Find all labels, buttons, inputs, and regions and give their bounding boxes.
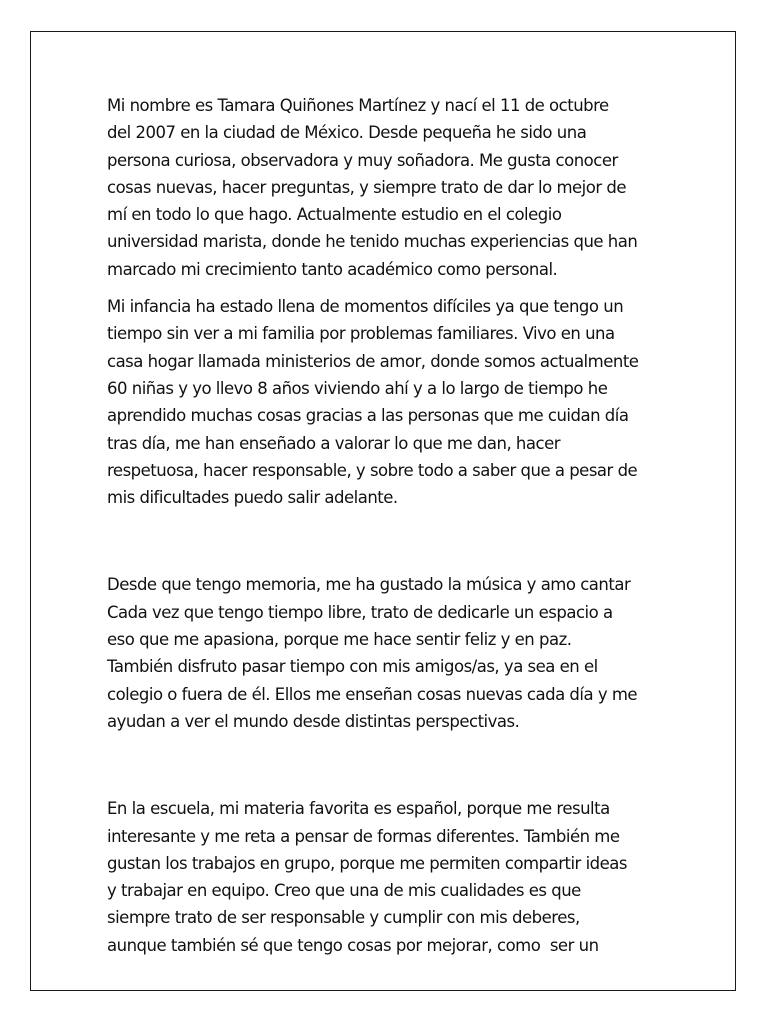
text-line: universidad marista, donde he tenido muchas experiencias que han	[107, 232, 638, 252]
text-line: Desde que tengo memoria, me ha gustado la música y amo cantar	[107, 575, 631, 595]
text-line: Mi infancia ha estado llena de momentos difíciles ya que tengo un	[107, 297, 624, 317]
text-line: aunque también sé que tengo cosas por mejorar, como ser un	[107, 935, 599, 955]
text-line: También disfruto pasar tiempo con mis amigos/as, ya sea en el	[107, 657, 598, 677]
text-line: respetuosa, hacer responsable, y sobre todo a saber que a pesar de	[107, 460, 638, 480]
text-line: Mi nombre es Tamara Quiñones Martínez y nací el 11 de octubre	[107, 96, 609, 115]
text-line: Cada vez que tengo tiempo libre, trato de dedicarle un espacio a	[107, 602, 613, 622]
paragraph	[107, 92, 667, 283]
text-line: aprendido muchas cosas gracias a las personas que me cuidan día	[107, 406, 629, 426]
paragraph-spacing	[107, 283, 667, 293]
text-line: del 2007 en la ciudad de México. Desde pequeña he sido una	[107, 123, 587, 143]
paragraph	[107, 795, 667, 959]
text-line: casa hogar llamada ministerios de amor, donde somos actualmente	[107, 351, 639, 371]
text-line: tras día, me han enseñado a valorar lo que me dan, hacer	[107, 433, 561, 453]
document-body	[107, 92, 667, 959]
text-line: ayudan a ver el mundo desde distintas perspectivas.	[107, 711, 520, 731]
document-page	[30, 31, 736, 991]
text-line: cosas nuevas, hacer preguntas, y siempre trato de dar lo mejor de	[107, 177, 627, 197]
paragraph-spacing	[107, 765, 667, 795]
text-line: eso que me apasiona, porque me hace sentir feliz y en paz.	[107, 630, 572, 650]
text-line: y trabajar en equipo. Creo que una de mis cualidades es que	[107, 881, 581, 901]
text-line: interesante y me reta a pensar de formas diferentes. También me	[107, 826, 620, 846]
text-line: gustan los trabajos en grupo, porque me permiten compartir ideas	[107, 853, 627, 873]
text-line: 60 niñas y yo llevo 8 años viviendo ahí y a lo largo de tiempo he	[107, 378, 608, 398]
text-line: colegio o fuera de él. Ellos me enseñan cosas nuevas cada día y me	[107, 684, 638, 704]
paragraph-spacing	[107, 735, 667, 765]
paragraph-spacing	[107, 511, 667, 541]
text-line: En la escuela, mi materia favorita es español, porque me resulta	[107, 799, 610, 819]
paragraph-spacing	[107, 541, 667, 571]
text-line: mí en todo lo que hago. Actualmente estudio en el colegio	[107, 205, 562, 225]
text-line: marcado mi crecimiento tanto académico como personal.	[107, 259, 558, 279]
paragraph	[107, 293, 667, 511]
paragraph	[107, 571, 667, 735]
text-line: tiempo sin ver a mi familia por problemas familiares. Vivo en una	[107, 324, 615, 344]
text-line: mis dificultades puedo salir adelante.	[107, 488, 398, 508]
text-line: persona curiosa, observadora y muy soñadora. Me gusta conocer	[107, 150, 618, 170]
text-line: siempre trato de ser responsable y cumplir con mis deberes,	[107, 908, 580, 928]
